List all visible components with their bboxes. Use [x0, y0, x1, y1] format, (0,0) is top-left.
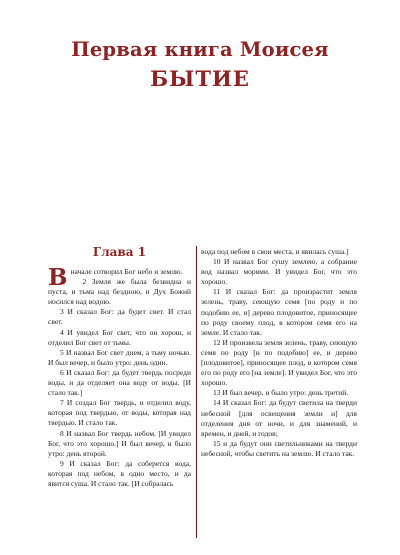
verse-1-text: начале сотворил Бог небо и землю. — [70, 267, 183, 276]
book-title: Первая книга Моисея — [71, 38, 329, 61]
verse-14: 14 И сказал Бог: да будут светила на тверди небесной [для освещения земли и] для отделения дня от ночи, и для знамений, и времен, и дней, и годов; — [201, 398, 357, 438]
chapter-heading: Глава 1 — [92, 245, 147, 259]
verse-5: 5 И назвал Бог свет днем, а тьму ночью. И был вечер, и было утро: день один. — [48, 347, 191, 367]
verse-1 — [48, 264, 191, 291]
right-column-text — [201, 247, 357, 459]
verse-13: 13 И был вечер, и было утро: день третий. — [213, 388, 349, 398]
drop-cap: В — [48, 264, 68, 291]
verse-2: 2 Земля же была безвидна и пуста, и тьма над бездною, и Дух Божий носился над водою. — [48, 277, 191, 307]
column-divider — [196, 246, 197, 538]
verse-11: 11 И сказал Бог: да произрастит земля зелень, траву, сеющую семя [по роду и по подобию ее, и] дерево плодовитое, приносящее по роду своему плод, в котором семя его на земле. И стало так. — [201, 287, 357, 337]
verse-15: 15 и да будут они светильниками на тверди небесной, чтобы светить на землю. И стало так. — [201, 438, 357, 458]
verse-3: 3 И сказал Бог: да будет свет. И стал свет. — [48, 307, 191, 327]
verse-9-continued: вода под небом в свои места, и явилась суша.] — [201, 247, 349, 256]
verse-9: 9 И сказал Бог: да соберется вода, которая под небом, в одно место, и да явится суша. И стало так. [И собралась — [48, 458, 191, 488]
book-subtitle: БЫТИЕ — [150, 66, 250, 91]
verse-7: 7 И создал Бог твердь, и отделил воду, которая под твердью, от воды, которая над твердью. И стало так. — [48, 398, 191, 428]
verse-6: 6 И сказал Бог: да будет твердь посреди воды, и да отделяет она воду от воды. [И стало так.] — [48, 367, 191, 398]
verse-4: 4 И увидел Бог свет, что он хорош, и отделил Бог свет от тьмы. — [48, 327, 191, 347]
verse-12: 12 И произвела земля зелень, траву, сеющую семя по роду [и по подобию] ее, и дерево [плодовитое], приносящее плод, в котором семя его по роду его [на земле]. И увидел Бог, что это хорошо. — [201, 337, 357, 388]
verse-8: 8 И назвал Бог твердь небом. [И увидел Бог, что это хорошо.] И был вечер, и было утро: день второй. — [48, 428, 191, 458]
verse-10: 10 И назвал Бог сушу землею, а собрание вод назвал морями. И увидел Бог, что это хорошо. — [201, 257, 357, 287]
left-column-text — [48, 264, 191, 489]
